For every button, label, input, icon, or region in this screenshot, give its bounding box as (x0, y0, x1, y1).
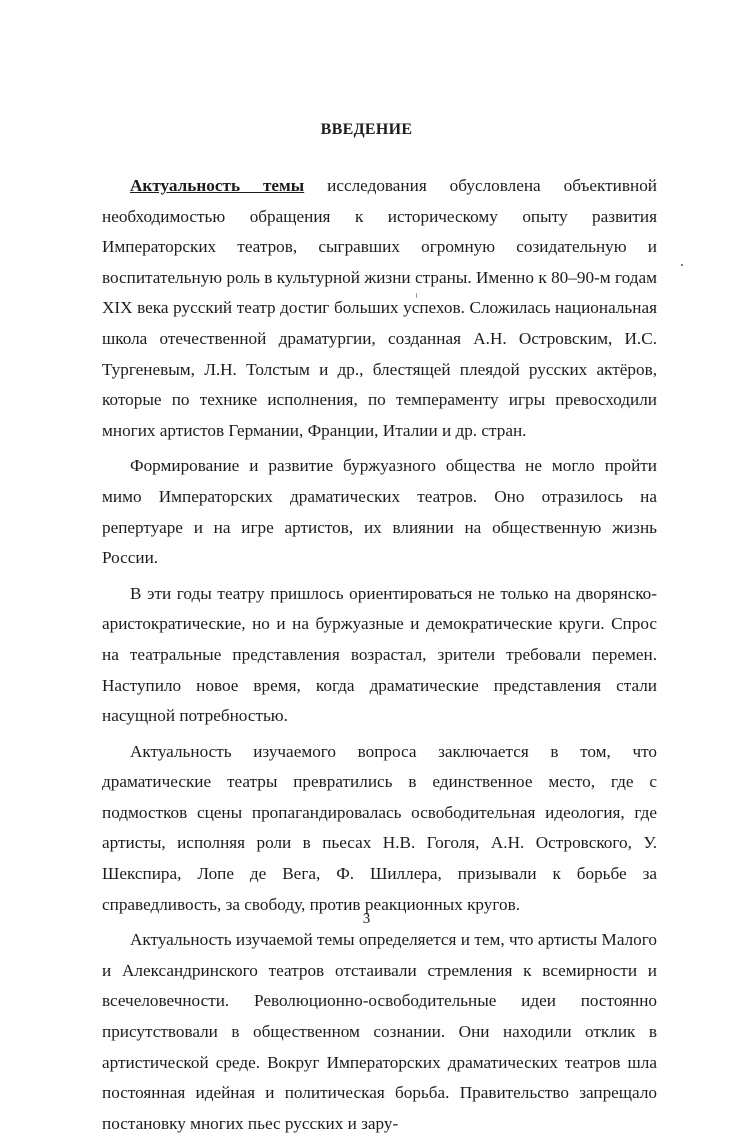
paragraph-relevance (102, 171, 657, 446)
paragraph-ideology: Актуальность изучаемого вопроса заключается в том, что драматические театры превратились в единственное место, где с подмостков сцены пропагандировалась освободительная идеология, где артисты, исполняя роли в пьесах Н.В. Гоголя, А.Н. Островского, У. Шекспира, Лопе де Вега, Ф. Шиллера, призывали к борьбе за справедливость, за свободу, против реакционных кругов. (102, 741, 657, 914)
scan-speck (681, 264, 683, 266)
body-text (102, 171, 657, 1144)
paragraph-audience: В эти годы театру пришлось ориентироваться не только на дворянско-аристократические, но и на буржуазные и демократические круги. Спрос на театральные представления возрастал, зрители требовали перемен. Наступило новое время, когда драматические представления стали насущной потребностью. (102, 583, 657, 726)
lead-term: Актуальность темы (130, 176, 305, 195)
paragraph-text: исследования обусловлена объективной необходимостью обращения к историческому опыту развития Императорских театров, сыгравших огромную созидательную и воспитательную роль в культурной жизни страны. Именно к 80–90-м годам XIX века русский театр достиг больших успехов. Сложилась национальная школа отечественной драматургии, созданная А.Н. Островским, И.С. Тургеневым, Л.Н. Толстым и др., блестящей плеядой русских актёров, которые по технике исполнения, по темпераменту игры превосходили многих артистов Германии, Франции, Италии и др. стран. (102, 176, 657, 440)
paragraph-political-struggle: Актуальность изучаемой темы определяется и тем, что артисты Малого и Александринского театров отстаивали стремления к всемирности и всечеловечности. Революционно-освободительные идеи постоянно присутствовали в общественном сознании. Они находили отклик в артистической среде. Вокруг Императорских драматических театров шла постоянная идейная и политическая борьба. Правительство запрещало постановку многих пьес русских и зару- (102, 930, 657, 1133)
paragraph-bourgeois-society: Формирование и развитие буржуазного общества не могло пройти мимо Императорских драматических театров. Оно отразилось на репертуаре и на игре артистов, их влиянии на общественную жизнь России. (102, 456, 657, 568)
scan-speck (416, 293, 417, 298)
page-heading: ВВЕДЕНИЕ (320, 121, 413, 138)
page-number: 3 (362, 911, 371, 927)
